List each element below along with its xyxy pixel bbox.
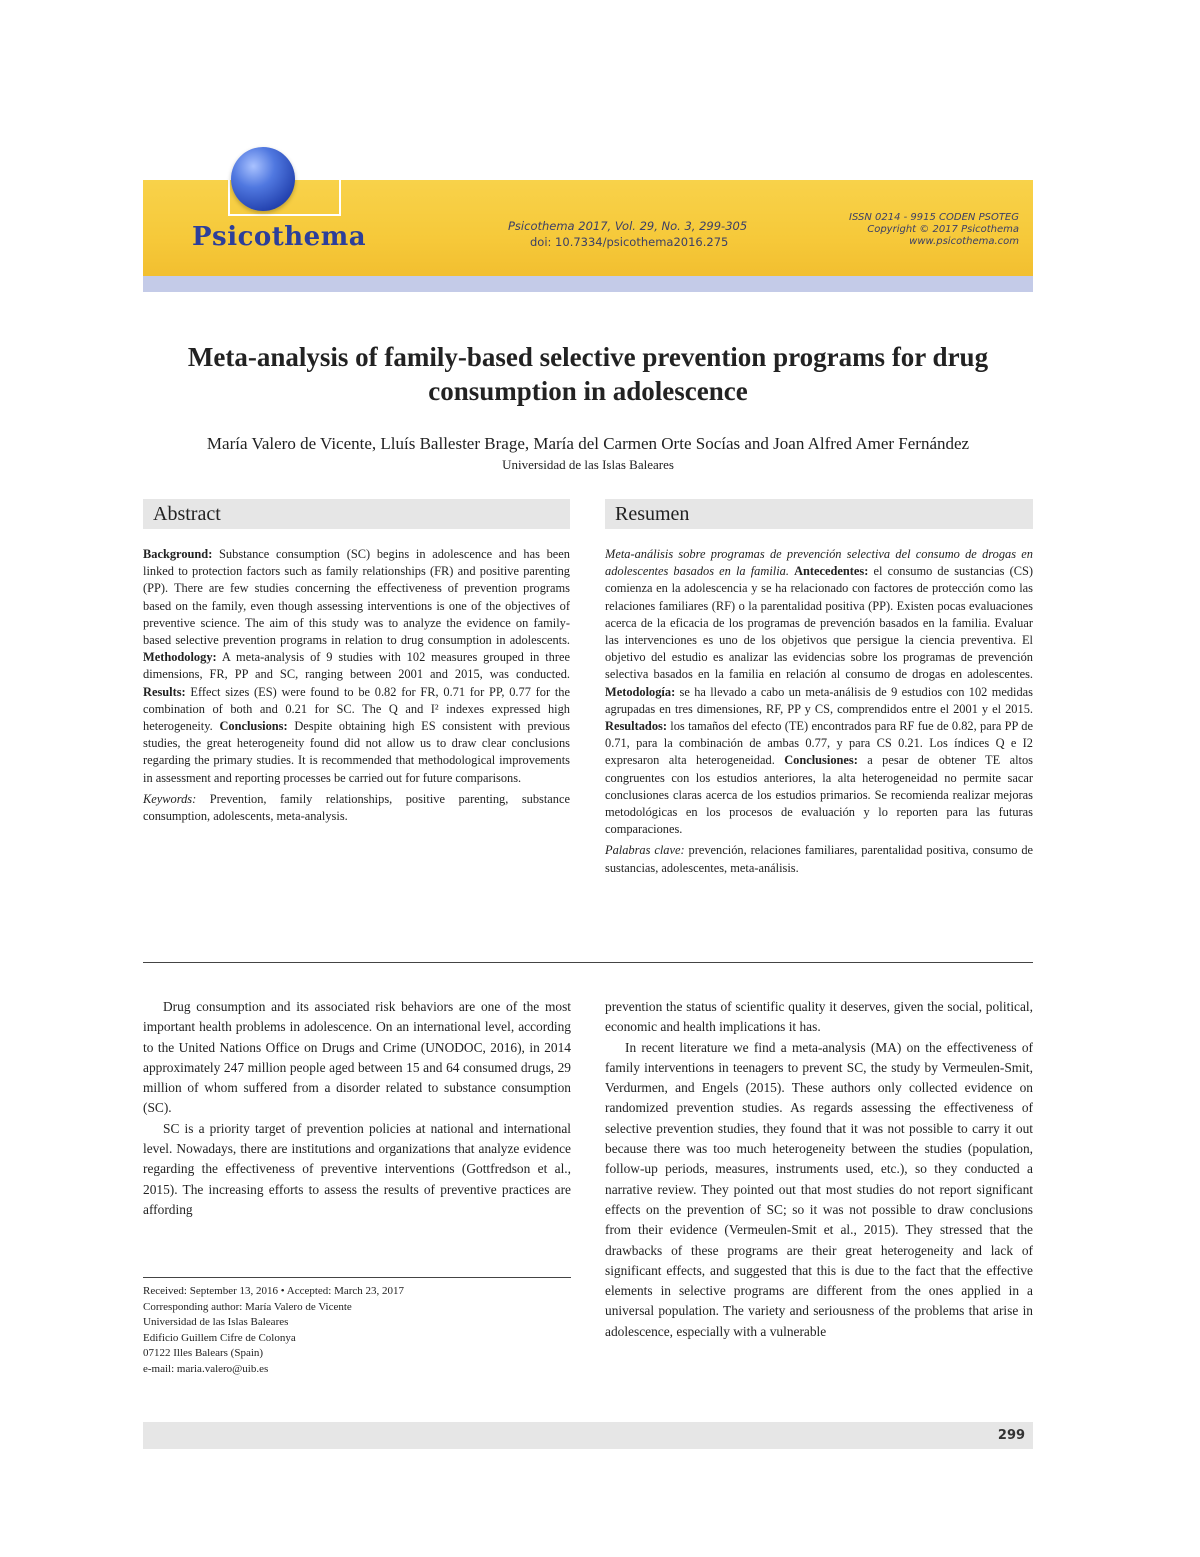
resultados-label: Resultados: <box>605 719 667 734</box>
conclusiones-text: a pesar de obtener TE altos congruentes con los estudios anteriores, la alta heterogeneidad no permite sacar conclusiones claras acerca de los estudios primarios. Se recomienda realizar mejoras metodológicas en los procesos de evaluación y lo reporten para las futuras comparaciones. <box>605 753 1033 837</box>
conclusions-label: Conclusions: <box>219 719 288 734</box>
methodology-label: Methodology: <box>143 650 217 665</box>
email-line: e-mail: maria.valero@uib.es <box>143 1362 269 1375</box>
website-line: www.psicothema.com <box>909 236 1019 247</box>
citation-line: Psicothema 2017, Vol. 29, No. 3, 299-305 <box>508 219 748 233</box>
keywords-text: Prevention, family relationships, positive parenting, substance consumption, adolescents, meta-analysis. <box>143 791 570 824</box>
resumen-title: Meta-análisis sobre programas de prevención selectiva del consumo de drogas en adolescentes basados en la familia. <box>605 547 1033 579</box>
conclusiones-label: Conclusiones: <box>784 753 858 768</box>
body-paragraph: Drug consumption and its associated risk behaviors are one of the most important health problems in adolescence. On an international level, according to the United Nations Office on Drugs and Crime (UNODOC, 2016), in 2014 approximately 247 million people aged between 15 and 64 consumed drugs, 29 million of whom suffered from a disorder related to substance consumption (SC). <box>143 999 571 1116</box>
received-line: Received: September 13, 2016 • Accepted: March 23, 2017 <box>143 1285 405 1297</box>
abstract-heading: Abstract <box>143 499 570 529</box>
abstract-text <box>143 546 570 829</box>
university-line: Universidad de las Islas Baleares <box>143 1316 289 1329</box>
results-text: Effect sizes (ES) were found to be 0.82 for FR, 0.71 for PP, 0.77 for the combination of both and 0.21 for SC. The Q and I² indexes expressed high heterogeneity. <box>143 684 570 734</box>
body-paragraph: SC is a priority target of prevention policies at national and international level. Nowadays, there are institutions and organizations that analyze evidence regarding the effectiveness of preventive interventions (Gottfredson et al., 2015). The increasing efforts to assess the results of preventive practices are affording <box>143 1120 571 1217</box>
body-left-column <box>143 997 571 1220</box>
body-paragraph: In recent literature we find a meta-analysis (MA) on the effectiveness of family interventions in teenagers to prevent SC, the study by Vermeulen-Smit, Verdurmen, and Engels (2015). These authors only collected evidence on randomized prevention studies. As regards assessing the effectiveness of selective prevention studies, they found that it was not possible to carry it out because there was too much heterogeneity between the studies (population, follow-up periods, measures, instruments used, etc.), so they conducted a narrative review. They pointed out that most studies do not report significant effects on the prevention of SC; so it was not possible to draw conclusions from their evidence (Vermeulen-Smit et al., 2015). They stressed that the drawbacks of these programs are their great heterogeneity and lack of significant effects, and suggested that this is due to the fact that the effective elements in selective programs are different from the ones applied in a universal population. The variety and seriousness of the problems that arise in adolescence, especially with a vulnerable <box>605 1039 1033 1339</box>
corresponding-author-line: Corresponding author: María Valero de Vicente <box>143 1300 352 1313</box>
metodologia-text: se ha llevado a cabo un meta-análisis de 9 estudios con 102 medidas agrupadas en tres dimensiones, RF, PP y CS, comprendidos entre el 2001 y el 2015. <box>605 684 1033 716</box>
article-authors: María Valero de Vicente, Lluís Ballester Brage, María del Carmen Orte Socías and Joan Alfred Amer Fernández <box>206 434 970 453</box>
journal-logo-sphere-icon <box>231 147 295 211</box>
footnote-rule <box>143 1277 571 1278</box>
header-accent-strip <box>143 276 1033 292</box>
city-line: 07122 Illes Balears (Spain) <box>143 1347 264 1360</box>
metodologia-label: Metodología: <box>605 684 676 699</box>
journal-citation <box>508 218 768 250</box>
doi-line: doi: 10.7334/psicothema2016.275 <box>530 235 729 249</box>
footer-bar <box>143 1422 1033 1449</box>
body-right-column <box>605 997 1033 1342</box>
palabras-paragraph <box>605 842 1033 876</box>
logo-frame-line <box>339 180 341 216</box>
article-affiliation: Universidad de las Islas Baleares <box>502 457 674 472</box>
section-divider <box>143 962 1033 963</box>
building-line: Edificio Guillem Cifre de Colonya <box>143 1331 296 1344</box>
body-paragraph: prevention the status of scientific quality it deserves, given the social, political, economic and health implications it has. <box>605 999 1033 1035</box>
background-label: Background: <box>143 547 213 561</box>
palabras-label: Palabras clave: <box>605 843 685 858</box>
page-number: 299 <box>997 1428 1026 1443</box>
journal-logo-text: Psicothema <box>192 222 367 252</box>
resumen-text <box>605 546 1033 881</box>
copyright-line: Copyright © 2017 Psicothema <box>867 224 1019 235</box>
conclusions-text: Despite obtaining high ES consistent with previous studies, the great heterogeneity found did not allow us to draw clear conclusions regarding the primary studies. It is recommended that methodological improvements in assessment and reporting processes be carried out for future comparisons. <box>143 719 570 785</box>
antecedentes-text: el consumo de sustancias (CS) comienza en la adolescencia y se ha relacionado con factores de protección como las relaciones familiares (RF) o la parentalidad positiva (PP). Existen pocas evaluaciones acerca de la eficacia de los programas de prevención basados en la familia. Evaluar las intervenciones es uno de los objetivos que persigue la ciencia preventiva. El objetivo del estudio es analizar las evidencias sobre los programas de prevención selectiva basados en la familia en relación al consumo de drogas en adolescentes. <box>605 564 1033 682</box>
issn-block <box>799 212 1019 248</box>
methodology-text: A meta-analysis of 9 studies with 102 measures grouped in three dimensions, FR, PP and SC, ranging between 2001 and 2015, was conducted. <box>143 650 570 682</box>
antecedentes-label: Antecedentes: <box>794 564 869 579</box>
resultados-text: los tamaños del efecto (TE) encontrados para RF fue de 0.82, para PP de 0.71, para la combinación de ambas 0.77, y para CS 0.21. Los índices Q e I2 expresaron alta heterogeneidad. <box>605 719 1033 768</box>
keywords-paragraph <box>143 791 570 825</box>
keywords-label: Keywords: <box>143 791 197 806</box>
palabras-text: prevención, relaciones familiares, parentalidad positiva, consumo de sustancias, adolescentes, meta-análisis. <box>605 843 1034 875</box>
logo-frame-line <box>228 214 341 216</box>
background-text: Substance consumption (SC) begins in adolescence and has been linked to protection factors such as family relationships (FR) and positive parenting (PP). There are few studies concerning the effectiveness of prevention programs based on the family, even though assessing interventions is one of the objectives of preventive science. The aim of this study was to analyze the evidence on family-based selective prevention programs in relation to drug consumption in adolescents. <box>143 547 570 648</box>
correspondence-footnote <box>143 1284 571 1378</box>
issn-line: ISSN 0214 - 9915 CODEN PSOTEG <box>849 212 1019 223</box>
article-title: Meta-analysis of family-based selective prevention programs for drug consumption in adolescence <box>187 342 989 406</box>
resumen-paragraph <box>605 546 1033 838</box>
results-label: Results: <box>143 684 186 699</box>
resumen-heading: Resumen <box>605 499 1033 529</box>
abstract-paragraph <box>143 546 570 787</box>
logo-frame-line <box>228 180 230 216</box>
